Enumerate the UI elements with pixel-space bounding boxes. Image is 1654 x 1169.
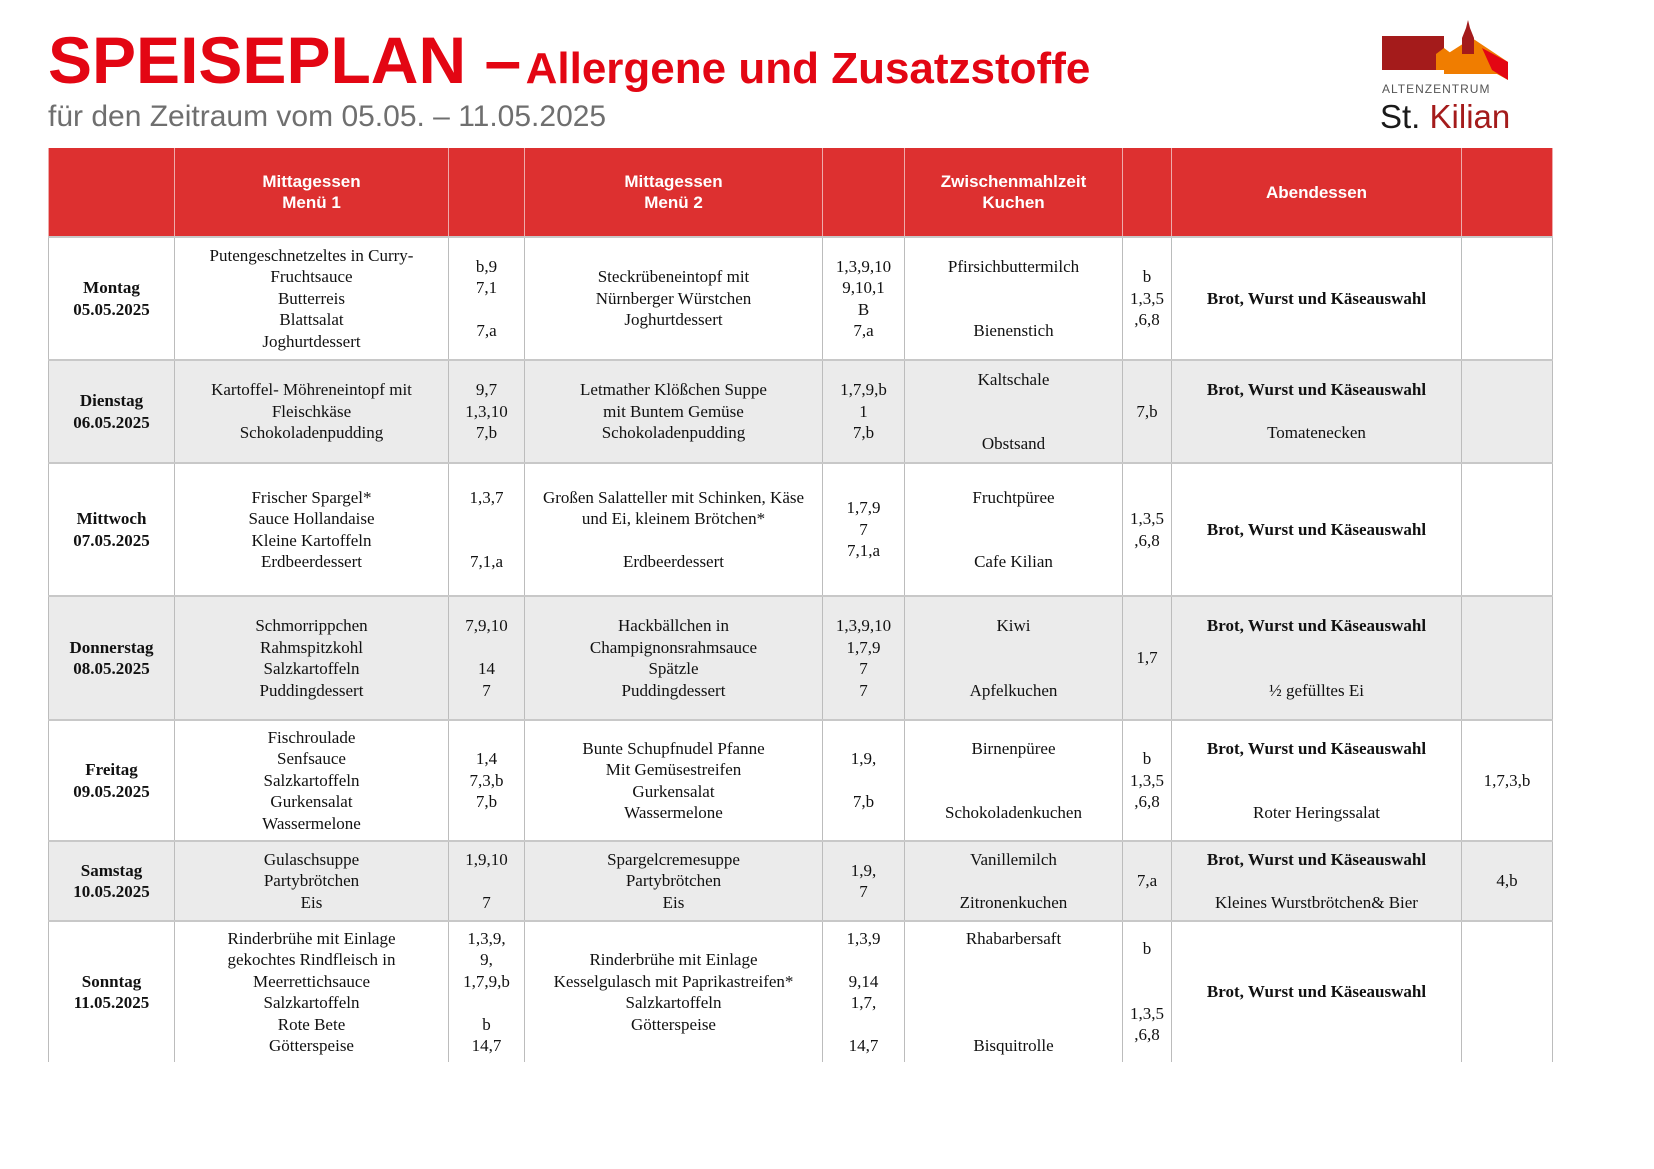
dish-line: Kesselgulasch mit Paprikastreifen*: [553, 971, 794, 991]
dish-line: Roter Heringssalat: [1253, 803, 1380, 822]
dinner-codes-cell: [1462, 596, 1553, 720]
snack-cell: [905, 237, 1123, 360]
allergen-code: 1,3,5: [1130, 509, 1164, 528]
snack-codes-cell: [1123, 463, 1172, 596]
menu1-codes-cell: [449, 360, 525, 463]
dish-line: Vanillemilch: [970, 849, 1057, 869]
dish-line: Erdbeerdessert: [622, 552, 724, 571]
header-snack-codes: [1123, 148, 1172, 237]
day-date: 08.05.2025: [73, 659, 150, 678]
dinner-cell: [1172, 720, 1462, 841]
allergen-code: 7,a: [1136, 871, 1158, 891]
dish-line: Brot, Wurst und Käseauswahl: [1206, 519, 1427, 539]
allergen-code: [823, 1014, 904, 1036]
menu2-cell: [525, 841, 823, 921]
dish-line: Brot, Wurst und Käseauswahl: [1206, 849, 1427, 869]
allergen-code: 7,b: [852, 792, 875, 812]
table-row: [49, 360, 1553, 463]
dish-line: Steckrübeneintopf mit: [597, 267, 750, 287]
snack-cell: [905, 841, 1123, 921]
dish-line: [1172, 401, 1461, 423]
dish-line: Brot, Wurst und Käseauswahl: [1206, 380, 1427, 400]
dish-line: [1172, 759, 1461, 781]
allergen-code: [449, 508, 524, 530]
allergen-code: 1,7: [1136, 648, 1158, 668]
allergen-code: 7,b: [475, 423, 498, 443]
allergen-code: ,6,8: [1134, 310, 1160, 330]
dish-line: Götterspeise: [269, 1036, 354, 1055]
menu1-codes-cell: [449, 237, 525, 360]
day-date: 05.05.2025: [73, 299, 150, 319]
dish-line: [905, 390, 1122, 412]
menu1-codes-cell: [449, 841, 525, 921]
dish-line: [905, 1014, 1122, 1036]
dinner-codes-cell: [1462, 360, 1553, 463]
dish-line: [1172, 658, 1461, 680]
dish-line: Fischroulade: [267, 727, 356, 747]
allergen-code: 1,3,7: [469, 487, 504, 507]
dish-line: Kleines Wurstbrötchen& Bier: [1215, 892, 1418, 912]
allergen-code: 7,9,10: [465, 616, 508, 635]
logo-name-kilian: Kilian: [1429, 98, 1511, 135]
allergen-code: 7,1,a: [469, 552, 504, 571]
allergen-code: 7: [859, 680, 868, 700]
snack-codes-cell: [1123, 720, 1172, 841]
dish-line: Joghurtdessert: [262, 331, 361, 351]
day-cell: [49, 360, 175, 463]
dish-line: Brot, Wurst und Käseauswahl: [1206, 616, 1427, 635]
menu2-cell: [525, 237, 823, 360]
menu1-cell: [175, 237, 449, 360]
dish-line: Gurkensalat: [270, 792, 353, 812]
dish-line: Eis: [300, 892, 323, 912]
allergen-code: 1,7,9,b: [840, 380, 887, 400]
dinner-cell: [1172, 360, 1462, 463]
dish-line: Salzkartoffeln: [625, 993, 722, 1012]
dish-line: ½ gefülltes Ei: [1269, 680, 1364, 700]
dinner-cell: [1172, 463, 1462, 596]
menu2-cell: [525, 720, 823, 841]
snack-codes-cell: [1123, 841, 1172, 921]
header-snack: Zwischenmahlzeit Kuchen: [905, 148, 1123, 237]
day-name: Mittwoch: [76, 509, 147, 528]
dish-line: [905, 971, 1122, 993]
dish-line: [1172, 781, 1461, 803]
table-row: [49, 921, 1553, 1062]
dish-line: Rahmspitzkohl: [260, 637, 363, 657]
snack-codes-cell: [1123, 921, 1172, 1062]
dish-line: Schokoladenkuchen: [945, 803, 1082, 822]
menu2-codes-cell: [823, 596, 905, 720]
dish-line: Schokoladenpudding: [239, 423, 384, 443]
dish-line: [905, 781, 1122, 803]
dish-line: [905, 277, 1122, 299]
day-date: 10.05.2025: [73, 882, 150, 901]
menu1-codes-cell: [449, 921, 525, 1062]
allergen-code: 7,b: [852, 423, 875, 443]
allergen-code: 14,7: [848, 1036, 879, 1055]
dish-line: Fruchtpüree: [972, 487, 1055, 507]
dish-line: Schmorrippchen: [255, 616, 368, 635]
dish-line: und Ei, kleinem Brötchen*: [581, 509, 766, 528]
allergen-code: ,6,8: [1134, 1025, 1160, 1045]
dish-line: [905, 530, 1122, 552]
allergen-code: 1,7,: [850, 993, 877, 1012]
header-dinner: Abendessen: [1172, 148, 1462, 237]
allergen-code: 1,3,10: [465, 401, 508, 421]
allergen-code: 7: [482, 680, 491, 700]
dish-line: Meerrettichsauce: [252, 971, 371, 991]
allergen-code: 9,14: [848, 971, 879, 991]
dish-line: Butterreis: [277, 288, 346, 308]
meal-plan-table: [48, 148, 1553, 1062]
menu1-codes-cell: [449, 720, 525, 841]
dish-line: Partybrötchen: [263, 871, 360, 891]
allergen-code: 1,9,10: [465, 849, 508, 869]
allergen-code: 1,9,: [850, 860, 877, 880]
allergen-code: ,6,8: [1134, 792, 1160, 812]
snack-codes-cell: [1123, 596, 1172, 720]
dish-line: Rote Bete: [277, 1014, 346, 1034]
menu1-cell: [175, 921, 449, 1062]
allergen-code: 7,1: [475, 278, 498, 297]
dish-line: Wassermelone: [624, 803, 723, 822]
allergen-code: 7,a: [476, 321, 497, 340]
dish-line: Partybrötchen: [625, 871, 722, 891]
dish-line: Fruchtsauce: [270, 267, 353, 287]
allergen-code: b: [1142, 749, 1152, 769]
allergen-code: b: [482, 1014, 491, 1034]
allergen-code: 7: [859, 882, 868, 901]
dish-line: Rinderbrühe mit Einlage: [227, 928, 396, 948]
dish-line: Bunte Schupfnudel Pfanne: [582, 738, 765, 758]
dish-line: Spätzle: [648, 659, 699, 678]
table-row: [49, 841, 1553, 921]
logo-name: [1380, 98, 1510, 136]
dinner-codes-cell: [1462, 841, 1553, 921]
snack-cell: [905, 720, 1123, 841]
dish-line: Kaltschale: [977, 369, 1050, 389]
allergen-code: 7: [859, 519, 868, 539]
menu2-codes-cell: [823, 360, 905, 463]
allergen-code: [1123, 981, 1171, 1003]
allergen-code: 9,7: [475, 380, 498, 400]
allergen-code: 1,3,5: [1130, 770, 1164, 790]
dish-line: Obstsand: [981, 434, 1046, 453]
allergen-code: 1,3,5: [1130, 1003, 1164, 1023]
dish-line: Rinderbrühe mit Einlage: [589, 950, 758, 969]
dinner-codes-cell: [1462, 237, 1553, 360]
dish-line: [905, 299, 1122, 321]
dinner-codes-cell: [1462, 921, 1553, 1062]
day-cell: [49, 720, 175, 841]
day-name: Samstag: [80, 860, 143, 880]
allergen-code: 1,3,9,10: [835, 616, 892, 635]
header-menu2: Mittagessen Menü 2: [525, 148, 823, 237]
dish-line: Cafe Kilian: [974, 552, 1053, 571]
dinner-cell: [1172, 596, 1462, 720]
dish-line: Mit Gemüsestreifen: [605, 760, 742, 779]
dish-line: gekochtes Rindfleisch in: [227, 950, 396, 969]
dish-line: [905, 637, 1122, 659]
table-row: [49, 463, 1553, 596]
allergen-code: 1,4: [475, 749, 498, 769]
dish-line: Brot, Wurst und Käseauswahl: [1206, 738, 1427, 758]
table-body: [49, 237, 1553, 1062]
menu1-cell: [175, 720, 449, 841]
menu1-cell: [175, 596, 449, 720]
allergen-code: [823, 770, 904, 792]
snack-cell: [905, 921, 1123, 1062]
dish-line: Kartoffel- Möhreneintopf mit: [211, 380, 412, 400]
dish-line: [1172, 870, 1461, 892]
period-subtitle: für den Zeitraum vom 05.05. – 11.05.2025: [48, 100, 607, 133]
dish-line: [905, 508, 1122, 530]
allergen-code: [823, 949, 904, 971]
dish-line: Hackbällchen in: [618, 616, 729, 635]
day-date: 09.05.2025: [73, 781, 150, 801]
menu2-codes-cell: [823, 237, 905, 360]
dinner-cell: [1172, 841, 1462, 921]
dish-line: Kleine Kartoffeln: [251, 530, 372, 550]
logo-caption: ALTENZENTRUM: [1382, 82, 1491, 96]
day-cell: [49, 463, 175, 596]
menu2-cell: [525, 596, 823, 720]
dish-line: Fleischkäse: [271, 401, 352, 421]
dinner-cell: [1172, 237, 1462, 360]
dish-line: [525, 530, 822, 552]
menu2-codes-cell: [823, 720, 905, 841]
allergen-code: 14: [478, 659, 495, 678]
day-cell: [49, 921, 175, 1062]
day-name: Donnerstag: [69, 637, 154, 657]
dish-line: Spargelcremesuppe: [607, 849, 740, 869]
dish-line: Tomatenecken: [1267, 423, 1366, 443]
allergen-code: 7: [859, 659, 868, 678]
header-menu1: Mittagessen Menü 1: [175, 148, 449, 237]
header-menu2-codes: [823, 148, 905, 237]
title-main: SPEISEPLAN –: [48, 23, 522, 97]
day-cell: [49, 841, 175, 921]
dish-line: Bisquitrolle: [973, 1036, 1054, 1055]
allergen-code: 7,b: [475, 792, 498, 812]
allergen-code: 1,9,: [850, 749, 877, 769]
allergen-code: 7,b: [1136, 401, 1158, 421]
table-row: [49, 596, 1553, 720]
allergen-code: 1,7,9: [846, 637, 881, 657]
snack-cell: [905, 596, 1123, 720]
menu2-codes-cell: [823, 463, 905, 596]
dish-line: Birnenpüree: [971, 738, 1056, 758]
header-menu1-codes: [449, 148, 525, 237]
allergen-code: [449, 992, 524, 1014]
dish-line: Apfelkuchen: [969, 680, 1058, 700]
day-name: Sonntag: [81, 971, 142, 991]
header-day: [49, 148, 175, 237]
day-date: 06.05.2025: [73, 412, 150, 432]
page-title: [48, 22, 1090, 98]
day-cell: [49, 596, 175, 720]
dish-line: Blattsalat: [279, 310, 344, 330]
dish-line: Joghurtdessert: [624, 310, 723, 330]
snack-codes-cell: [1123, 360, 1172, 463]
allergen-code: 7,3,b: [469, 770, 504, 790]
header-dinner-codes: [1462, 148, 1553, 237]
snack-cell: [905, 463, 1123, 596]
allergen-code: [449, 637, 524, 659]
dish-line: [905, 870, 1122, 892]
allergen-code: 9,10,1: [842, 278, 885, 297]
allergen-code: [449, 299, 524, 321]
dinner-cell: [1172, 921, 1462, 1062]
allergen-code: 7,a: [853, 321, 874, 340]
dish-line: [905, 412, 1122, 434]
table-row: [49, 237, 1553, 360]
dish-line: Nürnberger Würstchen: [595, 288, 752, 308]
dish-line: Zitronenkuchen: [959, 892, 1068, 912]
allergen-code: 1,3,9,: [467, 928, 506, 948]
allergen-code: 4,b: [1496, 871, 1518, 891]
allergen-code: ,6,8: [1134, 530, 1160, 550]
dish-line: mit Buntem Gemüse: [603, 401, 744, 421]
dish-line: Salzkartoffeln: [263, 993, 360, 1012]
snack-cell: [905, 360, 1123, 463]
menu2-cell: [525, 921, 823, 1062]
dish-line: Senfsauce: [277, 749, 346, 769]
dish-line: Großen Salatteller mit Schinken, Käse: [542, 487, 805, 507]
day-name: Dienstag: [79, 391, 144, 410]
allergen-code: 14,7: [471, 1036, 502, 1055]
dish-line: Putengeschnetzeltes in Curry-: [209, 245, 414, 265]
allergen-code: 1,7,3,b: [1483, 770, 1531, 790]
dish-line: [905, 949, 1122, 971]
dish-line: Erdbeerdessert: [260, 552, 362, 571]
allergen-code: 1,7,9,b: [463, 971, 510, 991]
menu1-codes-cell: [449, 463, 525, 596]
allergen-code: [1123, 960, 1171, 982]
allergen-code: [449, 870, 524, 892]
allergen-code: [449, 530, 524, 552]
day-date: 11.05.2025: [73, 993, 150, 1012]
allergen-code: 1: [859, 401, 868, 421]
dish-line: Sauce Hollandaise: [248, 509, 375, 528]
menu1-cell: [175, 360, 449, 463]
dish-line: Champignonsrahmsauce: [589, 637, 758, 657]
dish-line: Gulaschsuppe: [263, 849, 360, 869]
logo-name-st: St.: [1380, 98, 1421, 135]
dish-line: Eis: [662, 892, 685, 912]
dish-line: Brot, Wurst und Käseauswahl: [1206, 288, 1427, 308]
dish-line: Frischer Spargel*: [251, 487, 372, 507]
menu2-codes-cell: [823, 921, 905, 1062]
dish-line: [1172, 637, 1461, 659]
dish-line: Gurkensalat: [632, 781, 715, 801]
menu2-cell: [525, 360, 823, 463]
dish-line: Salzkartoffeln: [263, 770, 360, 790]
allergen-code: 1,3,9,10: [835, 256, 892, 276]
dish-line: Puddingdessert: [621, 680, 726, 700]
menu1-codes-cell: [449, 596, 525, 720]
dish-line: Wassermelone: [262, 813, 361, 833]
dinner-codes-cell: [1462, 463, 1553, 596]
menu2-cell: [525, 463, 823, 596]
allergen-code: 9,: [480, 950, 493, 969]
dish-line: Salzkartoffeln: [263, 659, 360, 678]
dish-line: Schokoladenpudding: [601, 423, 746, 443]
allergen-code: 7,1,a: [846, 541, 881, 561]
allergen-code: 1,3,9: [846, 928, 881, 948]
dish-line: Brot, Wurst und Käseauswahl: [1206, 982, 1427, 1002]
title-sub: Allergene und Zusatzstoffe: [525, 44, 1091, 93]
menu1-cell: [175, 841, 449, 921]
day-cell: [49, 237, 175, 360]
allergen-code: b: [1142, 267, 1152, 287]
day-name: Freitag: [85, 760, 138, 779]
dish-line: Pfirsichbuttermilch: [947, 256, 1080, 276]
allergen-code: b: [1142, 939, 1152, 959]
allergen-code: b,9: [475, 256, 498, 276]
menu1-cell: [175, 463, 449, 596]
day-date: 07.05.2025: [73, 530, 150, 550]
dish-line: [905, 759, 1122, 781]
allergen-code: B: [857, 299, 870, 319]
dish-line: Rhabarbersaft: [965, 928, 1062, 948]
dish-line: Kiwi: [996, 616, 1031, 635]
dish-line: [905, 992, 1122, 1014]
dinner-codes-cell: [1462, 720, 1553, 841]
day-name: Montag: [83, 278, 140, 297]
dish-line: Letmather Klößchen Suppe: [580, 380, 767, 400]
table-row: [49, 720, 1553, 841]
dish-line: [905, 658, 1122, 680]
table-header-row: [49, 148, 1553, 237]
dish-line: Götterspeise: [631, 1014, 716, 1034]
allergen-code: 1,3,5: [1130, 288, 1164, 308]
allergen-code: 7: [482, 892, 491, 912]
dish-line: Bienenstich: [973, 321, 1054, 340]
snack-codes-cell: [1123, 237, 1172, 360]
dish-line: Puddingdessert: [259, 680, 364, 700]
allergen-code: 1,7,9: [846, 498, 881, 518]
menu2-codes-cell: [823, 841, 905, 921]
